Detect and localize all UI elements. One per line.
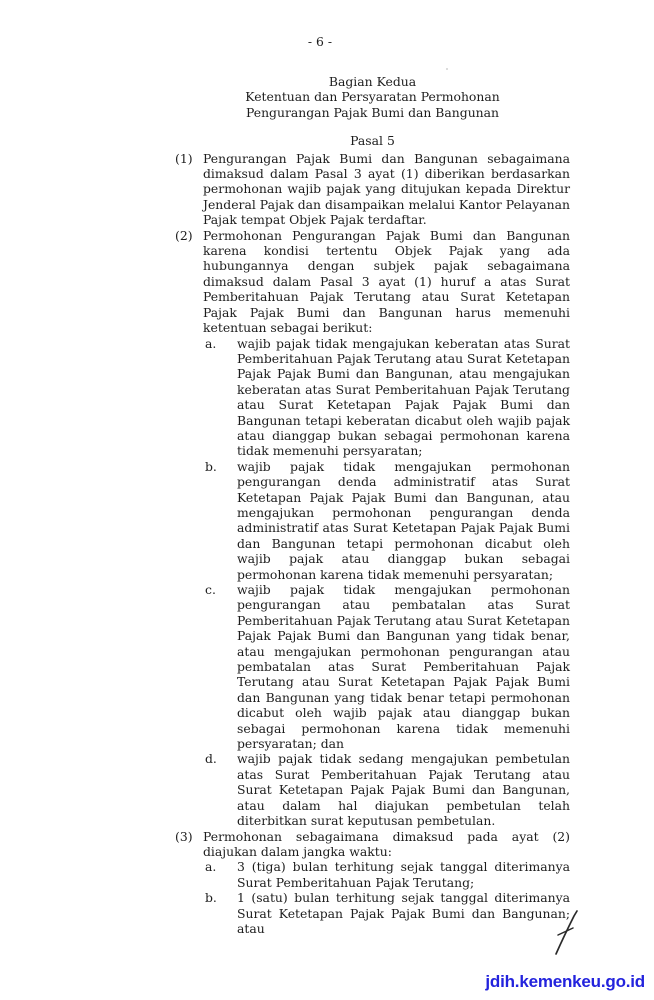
paragraph-2-items [205,336,570,829]
list-item-b-text: wajib pajak tidak mengajukan permohonan pengurangan denda administratif atas Surat Ketetapan Pajak Pajak Bumi dan Bangunan, atau mengajukan permohonan pengurangan denda administratif atas Surat Ketetapan Pajak Pajak Bumi dan Bangunan tetapi permohonan dicabut oleh wajib pajak atau dianggap bukan sebagai permohonan karena tidak memenuhi persyaratan; [237,458,570,582]
list-item-a-label: a. [205,859,217,875]
paragraph-3-items [205,859,570,936]
scan-speck [528,911,530,913]
paragraph-1-text: Pengurangan Pajak Bumi dan Bangunan sebagaimana dimaksud dalam Pasal 3 ayat (1) diberikan berdasarkan permohonan wajib pajak yang ditujukan kepada Direktur Jenderal Pajak dan disampaikan melalui Kantor Pelayanan Pajak tempat Objek Pajak terdaftar. [203,150,570,228]
list-item-c-label: c. [205,582,216,597]
paragraph-2-text: Permohonan Pengurangan Pajak Bumi dan Bangunan karena kondisi tertentu Objek Pajak yang ada hubungannya dengan subjek pajak sebagaimana dimaksud dalam Pasal 3 ayat (1) huruf a atas Surat Pemberitahuan Pajak Terutang atau Surat Ketetapan Pajak Pajak Bumi dan Bangunan harus memenuhi ketentuan sebagai berikut: [203,227,570,336]
section-heading-line-1: Bagian Kedua [328,74,417,89]
paragraph-2 [175,228,570,829]
section-heading [175,74,570,120]
paragraph-3-text: Permohonan sebagaimana dimaksud pada ayat (2) diajukan dalam jangka waktu: [203,828,570,859]
list-item-d-label: d. [205,751,217,767]
jdih-watermark: jdih.kemenkeu.go.id [485,971,645,991]
list-item-a [205,859,570,890]
paragraph-1 [175,151,570,228]
list-item-b-label: b. [205,890,217,906]
list-item-d [205,751,570,828]
page-number: - 6 - [307,34,333,49]
list-item-a [205,336,570,459]
section-heading-line-2: Ketentuan dan Persyaratan Permohonan [245,89,500,105]
article-title: Pasal 5 [350,133,395,149]
list-item-a-label: a. [205,335,217,351]
list-item-b [205,890,570,936]
paragraph-3 [175,829,570,937]
paragraph-1-number: (1) [175,150,193,166]
list-item-a-text: wajib pajak tidak mengajukan keberatan atas Surat Pemberitahuan Pajak Terutang atau Surat Ketetapan Pajak Pajak Bumi dan Bangunan, atau mengajukan keberatan atas Surat Pemberitahuan Pajak Terutang atau Surat Ketetapan Pajak Pajak Bumi dan Bangunan tetapi keberatan dicabut oleh wajib pajak atau dianggap bukan sebagai permohonan karena tidak memenuhi persyaratan; [237,335,570,459]
document-content [175,74,570,936]
section-heading-line-3: Pengurangan Pajak Bumi dan Bangunan [245,104,500,120]
list-item-b-label: b. [205,458,217,474]
scan-speck [446,68,448,70]
list-item-b [205,459,570,582]
list-item-d-text: wajib pajak tidak sedang mengajukan pembetulan atas Surat Pemberitahuan Pajak Terutang atau Surat Ketetapan Pajak Pajak Bumi dan Bangunan, atau dalam hal diajukan pembetulan telah diterbitkan surat keputusan pembetulan. [237,751,570,829]
paragraph-2-number: (2) [175,227,193,243]
handwritten-paraf-mark [548,908,584,958]
list-item-c [205,582,570,751]
paragraph-3-number: (3) [175,828,193,844]
list-item-b-text: 1 (satu) bulan terhitung sejak tanggal diterimanya Surat Ketetapan Pajak Pajak Bumi dan Bangunan; atau [237,890,570,936]
list-item-c-text: wajib pajak tidak mengajukan permohonan pengurangan atau pembatalan atas Surat Pemberitahuan Pajak Terutang atau Surat Ketetapan Pajak Pajak Bumi dan Bangunan yang tidak benar, atau mengajukan permohonan pengurangan atau pembatalan atas Surat Pemberitahuan Pajak Terutang atau Surat Ketetapan Pajak Pajak Bumi dan Bangunan yang tidak benar tetapi permohonan dicabut oleh wajib pajak atau dianggap bukan sebagai permohonan karena tidak memenuhi persyaratan; dan [237,582,570,752]
list-item-a-text: 3 (tiga) bulan terhitung sejak tanggal diterimanya Surat Pemberitahuan Pajak Terutang; [237,859,570,890]
